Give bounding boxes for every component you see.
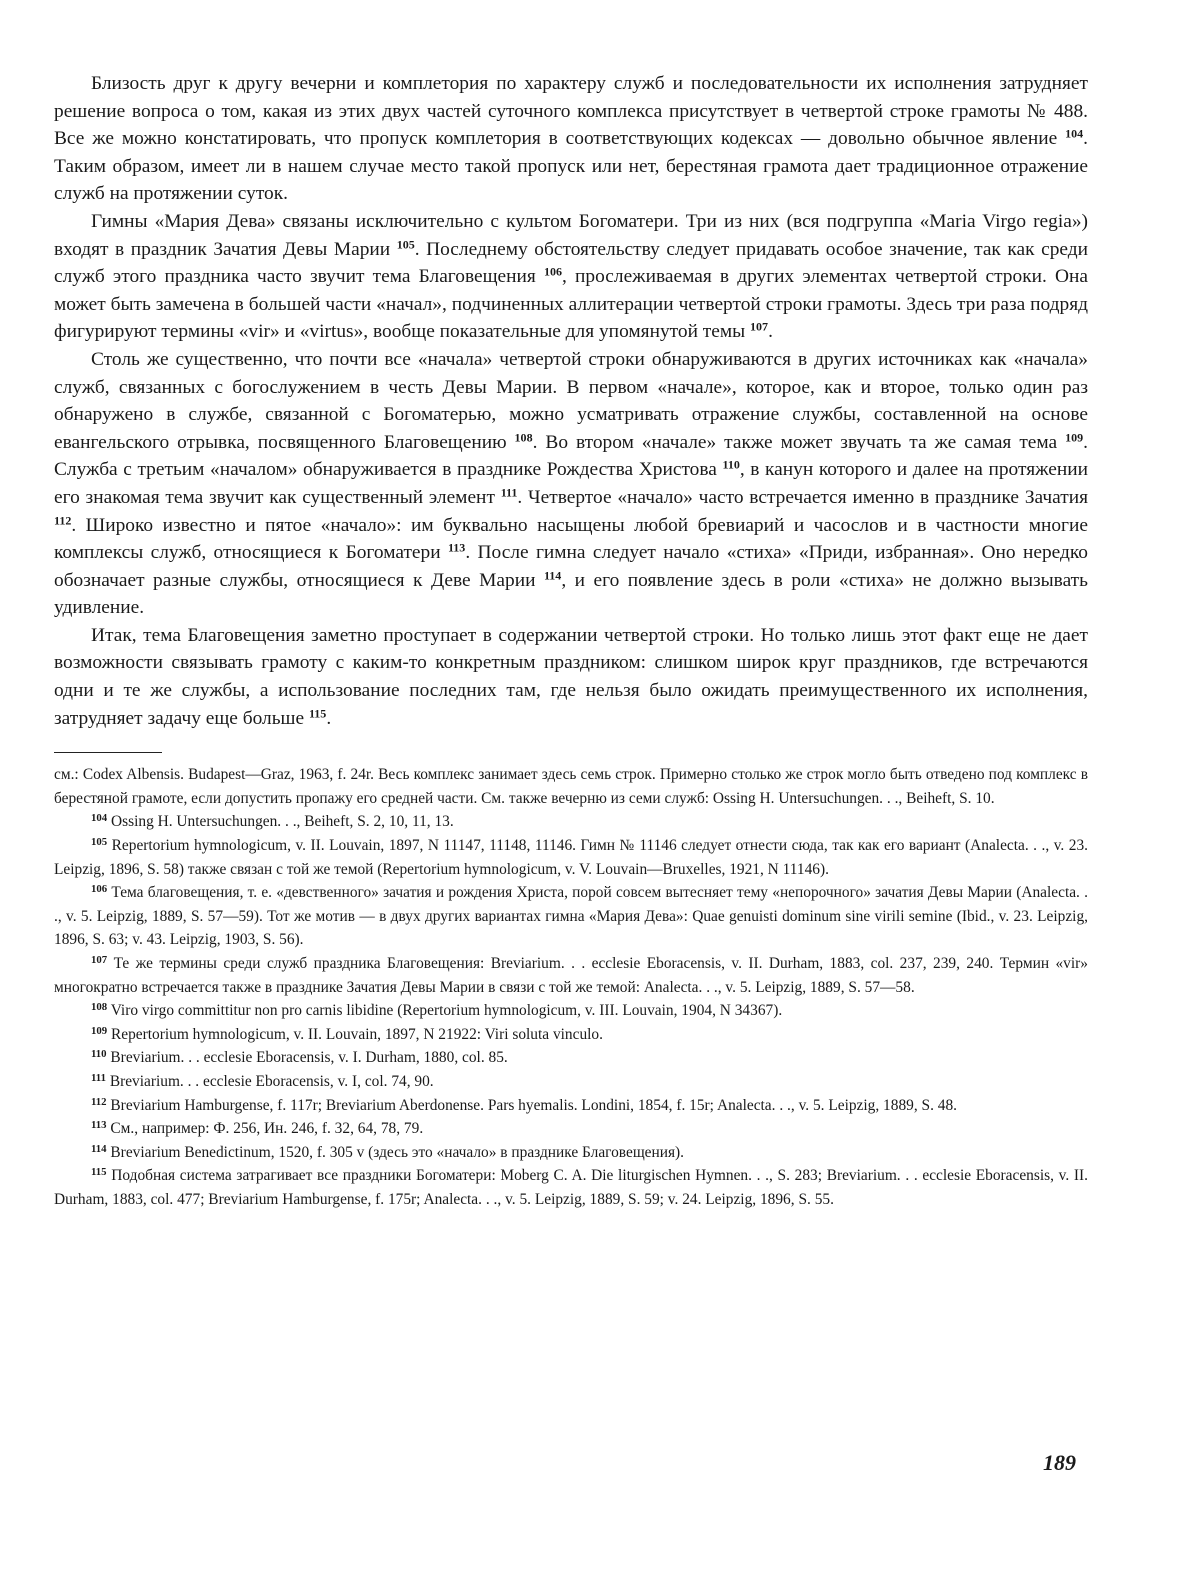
footnote-ref-109[interactable]: 109 [1065, 430, 1084, 445]
page-number: 189 [1043, 1450, 1076, 1475]
footnote-continuation: см.: Codex Albensis. Budapest—Graz, 1963, f. 24r. Весь комплекс занимает здесь семь строк. Примерно столько же строк могло быть отведено под комплекс в берестяной грамоте, если допустить пропажу его средней части. См. также вечерню из семи служб: Ossing H. Untersuchungen. . ., Beiheft, S. 10. [54, 766, 1088, 807]
footnote-105: $^{105}$ Repertorium hymnologicum, v. II. Louvain, 1897, N 11147, 11148, 11146. Гимн № 11146 следует отнести сюда, так как его вариант (Analecta. . ., v. 23. Leipzig, 1896, S. 58) также связан с той же темой (Repertorium hymnologicum, v. V. Louvain—Bruxelles, 1921, N 11146). [54, 836, 1088, 878]
footnote-ref-114[interactable]: 114 [543, 568, 562, 583]
footnote-106: $^{106}$ Тема благовещения, т. е. «девственного» зачатия и рождения Христа, порой совсем вытесняет тему «непорочного» зачатия Девы Марии (Analecta. . ., v. 5. Leipzig, 1889, S. 57—59). Тот же мотив — в двух других вариантах гимна «Мария Дева»: Quae genuisti dominum sine virili semine (Ibid., v. 23. Leipzig, 1896, S. 63; v. 43. Leipzig, 1903, S. 56). [54, 883, 1088, 949]
footnote-108: $^{108}$ Viro virgo committitur non pro carnis libidine (Repertorium hymnologicum, v. III. Louvain, 1904, N 34367). [91, 1001, 783, 1020]
footnote-ref-106[interactable]: 106 [544, 264, 563, 279]
main-text [54, 70, 1088, 732]
footnote-ref-111[interactable]: 111 [500, 485, 518, 500]
footnote-104: $^{104}$ Ossing H. Untersuchungen. . ., Beiheft, S. 2, 10, 11, 13. [91, 812, 454, 831]
footnote-114: $^{114}$ Breviarium Benedictinum, 1520, f. 305 v (здесь это «начало» в празднике Благовещения). [91, 1142, 685, 1161]
paragraph-3: Столь же существенно, что почти все «начала» четвертой строки обнаруживаются в других источниках как «начала» служб, связанных с богослужением в честь Девы Марии. В первом «начале», которое, как и второе, только один раз обнаружено в службе, связанной с Богоматерью, можно усматривать отражение службы, составленной на основе евангельского отрывка, посвященного Благовещению $^{108}$. Во втором «начале» также может звучать та же самая тема $^{109}$. Служба с третьим «началом» обнаруживается в празднике Рождества Христова $^{110}$, в канун которого и далее на протяжении его знакомая тема звучит как существенный элемент $^{111}$. Четвертое «начало» часто встречается именно в празднике Зачатия $^{112}$. Широко известно и пятое «начало»: им буквально насыщены любой бревиарий и часослов и в частности многие комплексы служб, относящиеся к Богоматери $^{113}$. После гимна следует начало «стиха» «Приди, избранная». Оно нередко обозначает разные службы, относящиеся к Деве Марии $^{114}$, и его появление здесь в роли «стиха» не должно вызывать удивление. [54, 348, 1088, 619]
footnotes [54, 763, 1088, 1211]
footnote-112: $^{112}$ Breviarium Hamburgense, f. 117r; Breviarium Aberdonense. Pars hyemalis. Londini, 1854, f. 15r; Analecta. . ., v. 5. Leipzig, 1889, S. 48. [91, 1095, 958, 1114]
page [54, 70, 1088, 1212]
footnote-113: $^{113}$ См., например: Ф. 256, Ин. 246, f. 32, 64, 78, 79. [91, 1119, 424, 1138]
footnote-ref-105[interactable]: 105 [396, 236, 415, 251]
footnote-ref-108[interactable]: 108 [514, 430, 533, 445]
footnote-ref-113[interactable]: 113 [447, 540, 466, 555]
paragraph-2: Гимны «Мария Дева» связаны исключительно с культом Богоматери. Три из них (вся подгруппа «Maria Virgo regia») входят в праздник Зачатия Девы Марии $^{105}$. Последнему обстоятельству следует придавать особое значение, так как среди служб этого праздника часто звучит тема Благовещения $^{106}$, прослеживаемая в других элементах четвертой строки. Она может быть замечена в большей части «начал», подчиненных аллитерации четвертой строки грамоты. Здесь три раза подряд фигурируют термины «vir» и «virtus», вообще показательные для упомянутой темы $^{107}$. [54, 210, 1088, 343]
footnote-107: $^{107}$ Те же термины среди служб праздника Благовещения: Breviarium. . . ecclesie Eboracensis, v. II. Durham, 1883, col. 237, 239, 240. Термин «vir» многократно встречается также в празднике Зачатия Девы Марии в связи с той же темой: Analecta. . ., v. 5. Leipzig, 1889, S. 57—58. [54, 954, 1088, 996]
footnote-ref-104[interactable]: 104 [1065, 126, 1084, 141]
paragraph-1: Близость друг к другу вечерни и комплетория по характеру служб и последовательности их исполнения затрудняет решение вопроса о том, какая из этих двух частей суточного комплекса присутствует в четвертой строке грамоты № 488. Все же можно констатировать, что пропуск комплетория в соответствующих кодексах — довольно обычное явление $^{104}$. Таким образом, имеет ли в нашем случае место такой пропуск или нет, берестяная грамота дает традиционное отражение служб на протяжении суток. [54, 73, 1088, 205]
footnote-divider [54, 752, 162, 753]
footnote-ref-115[interactable]: 115 [308, 706, 327, 721]
footnote-ref-112[interactable]: 112 [54, 512, 72, 527]
footnote-ref-107[interactable]: 107 [750, 319, 769, 334]
footnote-111: $^{111}$ Breviarium. . . ecclesie Eboracensis, v. I, col. 74, 90. [91, 1072, 434, 1090]
footnote-110: $^{110}$ Breviarium. . . ecclesie Eboracensis, v. I. Durham, 1880, col. 85. [91, 1048, 508, 1067]
footnote-115: $^{115}$ Подобная система затрагивает все праздники Богоматери: Moberg C. A. Die liturgischen Hymnen. . ., S. 283; Breviarium. . . ecclesie Eboracensis, v. II. Durham, 1883, col. 477; Breviarium Hamburgense, f. 175r; Analecta. . ., v. 5. Leipzig, 1889, S. 59; v. 24. Leipzig, 1896, S. 55. [54, 1166, 1088, 1208]
footnote-109: $^{109}$ Repertorium hymnologicum, v. II. Louvain, 1897, N 21922: Viri soluta vinculo. [91, 1024, 603, 1043]
footnote-ref-110[interactable]: 110 [722, 457, 740, 472]
paragraph-4: Итак, тема Благовещения заметно проступает в содержании четвертой строки. Но только лишь этот факт еще не дает возможности связывать грамоту с каким-то конкретным праздником: слишком широк круг праздников, где встречаются одни и те же службы, а использование последних там, где нельзя было ожидать преимущественного их исполнения, затрудняет задачу еще больше $^{115}$. [54, 624, 1088, 729]
